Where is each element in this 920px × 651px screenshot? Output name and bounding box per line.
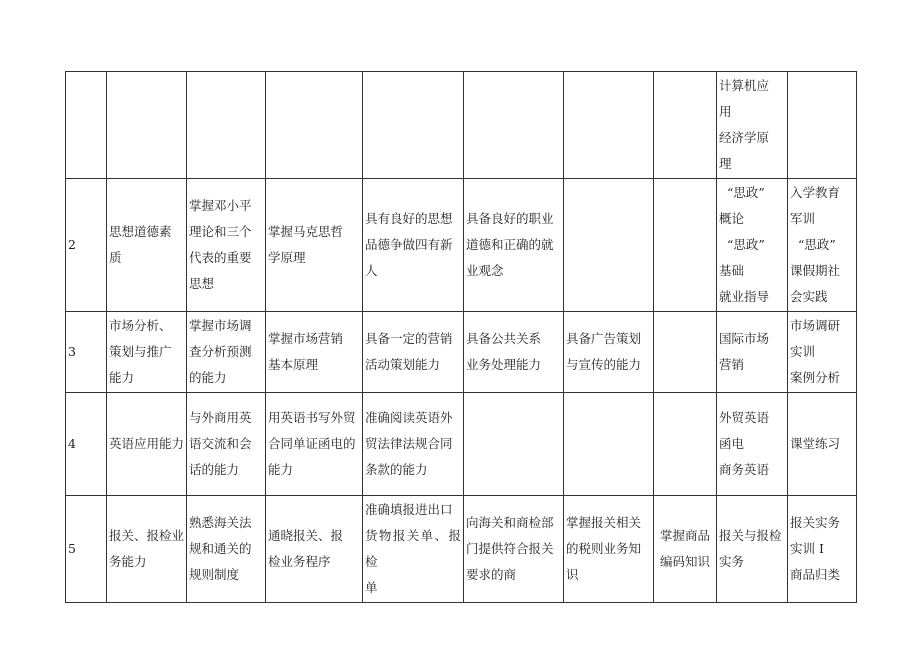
practice-cell bbox=[788, 312, 857, 393]
cell-line: 规则制度 bbox=[189, 567, 240, 582]
cell-line: 查分析预测 bbox=[189, 344, 252, 359]
knowledge-cell bbox=[266, 496, 363, 603]
cell-line: 实训 bbox=[790, 344, 816, 359]
cell-line: 准确阅读英语外 bbox=[365, 410, 453, 425]
cell-line: 条款的能力 bbox=[365, 462, 428, 477]
cell-line: 用英语书写外贸 bbox=[268, 410, 356, 425]
ability-cell: 英语应用能力 bbox=[107, 393, 187, 496]
table-row bbox=[66, 312, 857, 393]
cell-line: 掌握市场调 bbox=[189, 318, 252, 333]
cell-line: 准确填报进出口 bbox=[365, 502, 453, 517]
cell-line: 编码知识 bbox=[659, 554, 710, 569]
cell-line: 具备良好的职业 bbox=[466, 211, 554, 226]
skill-cell bbox=[363, 179, 464, 312]
knowledge-cell bbox=[187, 179, 266, 312]
cell-line: 与宣传的能力 bbox=[566, 357, 642, 372]
cell-line: 市场分析、 bbox=[109, 318, 172, 333]
practice-cell bbox=[788, 72, 857, 179]
row-number bbox=[66, 72, 107, 179]
knowledge-cell bbox=[187, 393, 266, 496]
cell-line: 能力 bbox=[268, 462, 294, 477]
cell-line: 军训 bbox=[790, 211, 816, 226]
cell-line: 掌握报关相关 bbox=[566, 515, 642, 530]
skill-cell bbox=[363, 496, 464, 603]
practice-cell bbox=[788, 179, 857, 312]
cell-line: 业务处理能力 bbox=[466, 357, 542, 372]
cell-line: 贸法律法规合同 bbox=[365, 436, 453, 451]
cell-line: 策划与推广 bbox=[109, 344, 172, 359]
cell-line: 计算机应 bbox=[719, 78, 770, 93]
practice-cell bbox=[788, 496, 857, 603]
cell-line: 语交流和会 bbox=[189, 436, 252, 451]
skill-cell bbox=[464, 496, 564, 603]
course-cell bbox=[717, 179, 788, 312]
cell-line: 向海关和商检部 bbox=[466, 515, 554, 530]
skill-cell bbox=[654, 393, 717, 496]
skill-cell bbox=[363, 393, 464, 496]
knowledge-cell bbox=[266, 312, 363, 393]
row-number: 3 bbox=[66, 312, 107, 393]
cell-line: 品德争做四有新 bbox=[365, 237, 453, 252]
course-cell bbox=[717, 393, 788, 496]
cell-line: “思政” bbox=[790, 237, 836, 252]
skill-cell bbox=[464, 72, 564, 179]
skill-cell bbox=[564, 496, 654, 603]
cell-line: 检业务程序 bbox=[268, 554, 331, 569]
cell-line: 理 bbox=[719, 156, 732, 171]
knowledge-cell bbox=[187, 496, 266, 603]
course-cell bbox=[717, 496, 788, 603]
cell-line: 具备一定的营销 bbox=[365, 331, 453, 346]
skill-cell bbox=[654, 72, 717, 179]
table-row bbox=[66, 496, 857, 603]
cell-line: 的税则业务知 bbox=[566, 541, 642, 556]
cell-line: 要求的商 bbox=[466, 567, 517, 582]
row-number: 2 bbox=[66, 179, 107, 312]
cell-line: 函电 bbox=[719, 436, 745, 451]
skill-cell bbox=[464, 179, 564, 312]
cell-line: 掌握马克思哲 bbox=[268, 224, 344, 239]
cell-line: 学原理 bbox=[268, 250, 306, 265]
cell-line: 理论和三个 bbox=[189, 224, 252, 239]
cell-line: 单 bbox=[365, 580, 378, 595]
cell-line: 基本原理 bbox=[268, 357, 319, 372]
cell-line: “思政” bbox=[719, 185, 765, 200]
skill-cell bbox=[363, 312, 464, 393]
cell-line: 基础 bbox=[719, 263, 745, 278]
cell-line: 思想道德素 bbox=[109, 224, 172, 239]
cell-line: 规和通关的 bbox=[189, 541, 252, 556]
cell-line: 入学教育 bbox=[790, 185, 841, 200]
course-cell bbox=[717, 72, 788, 179]
ability-cell bbox=[107, 72, 187, 179]
cell-line: 活动策划能力 bbox=[365, 357, 441, 372]
skill-cell bbox=[464, 393, 564, 496]
cell-line: 货物报关单、报检 bbox=[365, 528, 461, 569]
cell-line: 经济学原 bbox=[719, 130, 770, 145]
knowledge-cell bbox=[266, 393, 363, 496]
cell-line: 掌握商品 bbox=[659, 528, 710, 543]
skill-cell bbox=[654, 312, 717, 393]
skill-cell bbox=[654, 179, 717, 312]
cell-line: 掌握邓小平 bbox=[189, 198, 252, 213]
table-row bbox=[66, 72, 857, 179]
practice-cell: 课堂练习 bbox=[788, 393, 857, 496]
cell-line: 通晓报关、报 bbox=[268, 528, 344, 543]
cell-line: 报关实务 bbox=[790, 515, 841, 530]
cell-line: 合同单证函电的 bbox=[268, 436, 356, 451]
cell-line: 外贸英语 bbox=[719, 410, 770, 425]
cell-line: 具备广告策划 bbox=[566, 331, 642, 346]
cell-line: 实训 I bbox=[790, 541, 824, 556]
cell-line: 能力 bbox=[109, 370, 135, 385]
knowledge-cell bbox=[187, 72, 266, 179]
knowledge-cell bbox=[266, 72, 363, 179]
skill-cell bbox=[564, 72, 654, 179]
skill-cell bbox=[654, 496, 717, 603]
ability-cell bbox=[107, 179, 187, 312]
skill-cell bbox=[564, 312, 654, 393]
cell-line: 道德和正确的就 bbox=[466, 237, 554, 252]
skill-cell bbox=[564, 393, 654, 496]
row-number: 4 bbox=[66, 393, 107, 496]
curriculum-table bbox=[65, 71, 857, 603]
cell-line: 具有良好的思想 bbox=[365, 211, 453, 226]
table-row bbox=[66, 179, 857, 312]
cell-line: 课假期社 bbox=[790, 263, 841, 278]
cell-line: 报关与报检 bbox=[719, 528, 782, 543]
cell-line: “思政” bbox=[719, 237, 765, 252]
cell-line: 具备公共关系 bbox=[466, 331, 542, 346]
cell-line: 实务 bbox=[719, 554, 745, 569]
cell-line: 营销 bbox=[719, 357, 745, 372]
skill-cell bbox=[564, 179, 654, 312]
course-cell bbox=[717, 312, 788, 393]
cell-line: 思想 bbox=[189, 276, 215, 291]
cell-line: 商品归类 bbox=[790, 567, 841, 582]
cell-line: 人 bbox=[365, 263, 378, 278]
cell-line: 概论 bbox=[719, 211, 745, 226]
cell-line: 识 bbox=[566, 567, 579, 582]
cell-line: 商务英语 bbox=[719, 462, 770, 477]
cell-line: 务能力 bbox=[109, 554, 147, 569]
table-row bbox=[66, 393, 857, 496]
cell-line: 质 bbox=[109, 250, 122, 265]
cell-line: 报关、报检业 bbox=[109, 528, 185, 543]
cell-line: 用 bbox=[719, 104, 732, 119]
ability-cell bbox=[107, 312, 187, 393]
cell-line: 话的能力 bbox=[189, 462, 240, 477]
knowledge-cell bbox=[266, 179, 363, 312]
cell-line: 的能力 bbox=[189, 370, 227, 385]
skill-cell bbox=[464, 312, 564, 393]
cell-line: 案例分析 bbox=[790, 370, 841, 385]
ability-cell bbox=[107, 496, 187, 603]
cell-line: 国际市场 bbox=[719, 331, 770, 346]
cell-line: 熟悉海关法 bbox=[189, 515, 252, 530]
cell-line: 代表的重要 bbox=[189, 250, 252, 265]
cell-line: 市场调研 bbox=[790, 318, 841, 333]
cell-line: 与外商用英 bbox=[189, 410, 252, 425]
row-number: 5 bbox=[66, 496, 107, 603]
cell-line: 就业指导 bbox=[719, 289, 770, 304]
cell-line: 会实践 bbox=[790, 289, 828, 304]
cell-line: 掌握市场营销 bbox=[268, 331, 344, 346]
skill-cell bbox=[363, 72, 464, 179]
cell-line: 门提供符合报关 bbox=[466, 541, 554, 556]
knowledge-cell bbox=[187, 312, 266, 393]
cell-line: 业观念 bbox=[466, 263, 504, 278]
